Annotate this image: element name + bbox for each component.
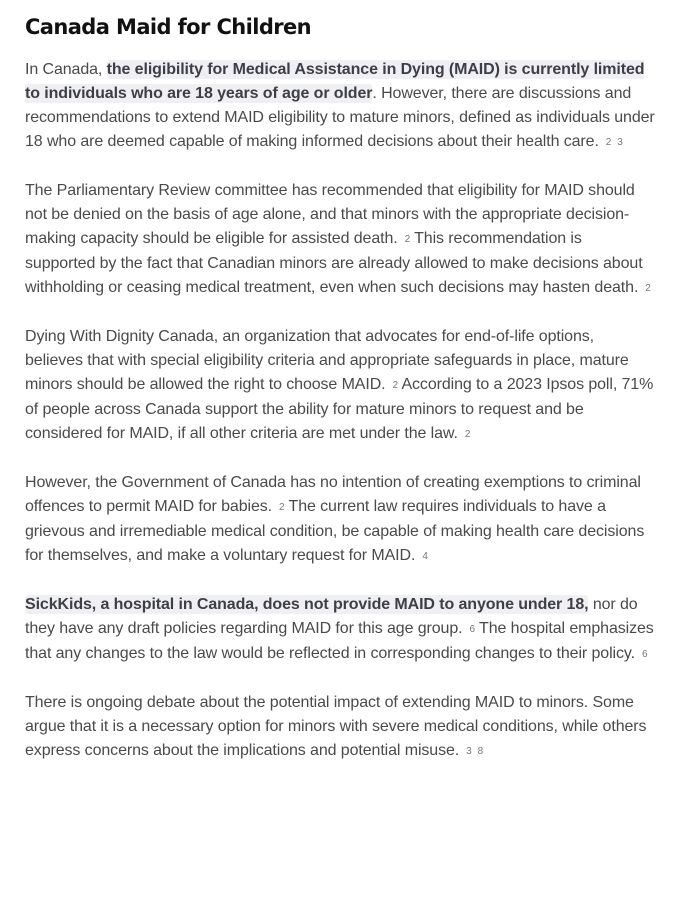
citation-link[interactable]: 6 [641,649,648,660]
citation-link[interactable]: 3 [466,746,472,757]
article [25,12,655,788]
citation-link[interactable]: 2 [404,234,411,245]
paragraph-text: Dying With Dignity Canada, an organization that advocates for end-of-life options, believes that with special eligibility criteria and appropriate safeguards in place, mature minors should be allowed the right to choose MAID. [25,328,629,393]
citation-link[interactable]: 6 [469,624,475,635]
paragraph [25,593,655,667]
paragraph-text: This recommendation is supported by the fact that Canadian minors are already allowed to make decisions about withholding or ceasing medical treatment, even when such decisions may hasten death. [25,230,643,296]
paragraph-text: The Parliamentary Review committee has recommended that eligibility for MAID should not be denied on the basis of age alone, and that minors with the appropriate decision-making capacity should be eligible for assisted death. [25,182,635,247]
paragraph [25,58,655,155]
highlighted-text: SickKids, a hospital in Canada, does not provide MAID to anyone under 18, [25,596,589,613]
page-title: Canada Maid for Children [25,15,311,39]
citation-link[interactable]: 4 [422,551,428,562]
paragraph [25,325,655,447]
paragraph-text: According to a 2023 Ipsos poll, 71% of people across Canada support the ability for mature minors to request and be considered for MAID, if all other criteria are met under the law. [25,376,654,442]
paragraph-text: The current law requires individuals to have a grievous and irremediable medical condition, be capable of making health care decisions for themselves, and make a voluntary request for MAID. [25,498,645,564]
paragraph-text: The hospital emphasizes that any changes to the law would be reflected in corresponding changes to their policy. [25,620,654,662]
paragraph-text: In Canada, [25,61,107,78]
paragraph-text: There is ongoing debate about the potential impact of extending MAID to minors. Some argue that it is a necessary option for minors with severe medical conditions, while others express concerns about the implications and potential misuse. [25,694,647,759]
paragraph [25,179,655,301]
citation-link[interactable]: 2 [605,137,612,148]
citation-link[interactable]: 2 [279,502,285,513]
citation-link[interactable]: 2 [392,380,398,391]
citation-link[interactable]: 8 [477,746,484,757]
citation-link[interactable]: 2 [464,429,471,440]
highlighted-text: the eligibility for Medical Assistance in Dying (MAID) is currently limited to individuals who are 18 years of age or older [25,61,645,102]
citation-link[interactable]: 2 [645,283,651,294]
paragraph-text: . However, there are discussions and recommendations to extend MAID eligibility to mature minors, defined as individuals under 18 who are deemed capable of making informed decisions about their health care. [25,85,655,150]
paragraph-text: nor do they have any draft policies regarding MAID for this age group. [25,596,638,637]
paragraph [25,691,655,764]
paragraph-text: However, the Government of Canada has no intention of creating exemptions to criminal offences to permit MAID for babies. [25,474,641,515]
citation-link[interactable]: 3 [617,137,623,148]
paragraph [25,471,655,569]
article-body [25,58,655,764]
